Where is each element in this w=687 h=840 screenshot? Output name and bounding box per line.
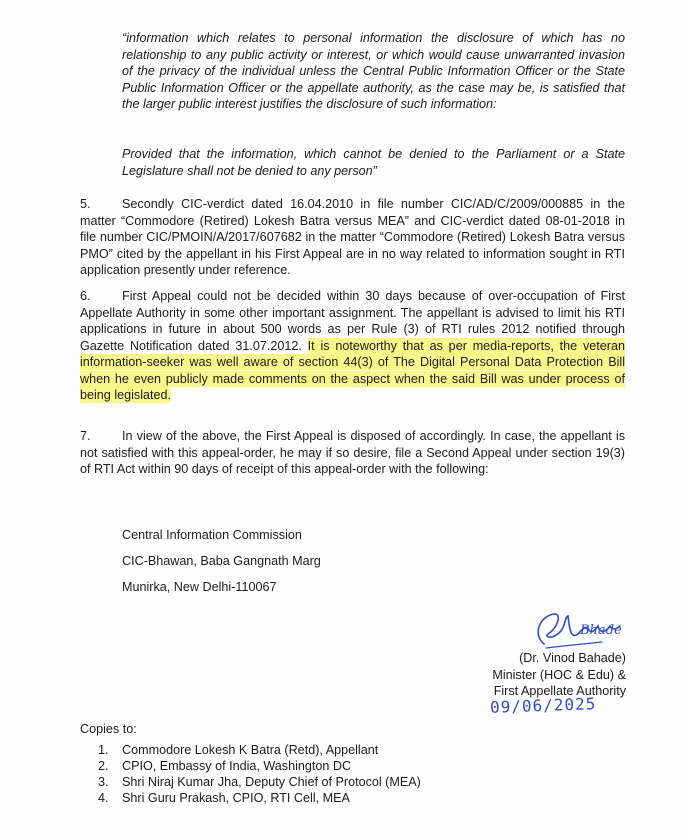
signatory-title-1: Minister (HOC & Edu) & — [492, 667, 626, 682]
list-item: 1. Commodore Lokesh K Batra (Retd), Appellant — [98, 743, 379, 757]
list-item: 3. Shri Niraj Kumar Jha, Deputy Chief of Protocol (MEA) — [98, 775, 421, 789]
paragraph-7 — [80, 428, 625, 478]
address-line-1: Central Information Commission — [122, 528, 302, 542]
signatory-name: (Dr. Vinod Bahade) — [519, 651, 626, 665]
paragraph-number: 6. — [80, 289, 91, 303]
list-item: 4. Shri Guru Prakash, CPIO, RTI Cell, MEA — [98, 791, 350, 805]
quoted-section-text: “information which relates to personal information the disclosure of which has no relationship to any public activity or interest, or which would cause unwarranted invasion of the privacy of the individual unless the Central Public Information Officer or the State Public Information Officer or the appellate authority, as the case may be, is satisfied that the larger public interest justifies the disclosure of such information: — [122, 31, 625, 111]
svg-text:Bhade: Bhade — [580, 623, 622, 638]
address-line-3: Munirka, New Delhi-110067 — [122, 580, 277, 594]
copies-heading: Copies to: — [80, 722, 137, 736]
list-item: 2. CPIO, Embassy of India, Washington DC — [98, 759, 352, 773]
handwritten-signature — [522, 604, 622, 652]
paragraph-text: Secondly CIC-verdict dated 16.04.2010 in file number CIC/AD/C/2009/000885 in the matter “Commodore (Retired) Lokesh Batra versus MEA” and CIC-verdict dated 08-01-2018 in file number CIC/PMOIN/A/2017/607682 in the matter “Commodore (Retired) Lokesh Batra versus PMO” cited by the appellant in his First Appeal are in no way related to information sought in RTI application presently under reference. — [80, 197, 625, 277]
proviso-text: Provided that the information, which cannot be denied to the Parliament or a State Legislature shall not be denied to any person” — [122, 147, 625, 178]
highlighted-text: It is noteworthy that as per media-reports, the veteran information-seeker was well aware of section 44(3) of The Digital Personal Data Protection Bill when he even publicly made comments on the aspect when the said Bill was under process of being legislated. — [80, 338, 625, 402]
paragraph-text: First Appeal could not be decided within 30 days because of over-occupation of First Appellate Authority in some other important assignment. The appellant is advised to limit his RTI applications in future in about 500 words as per Rule (3) of RTI rules 2012 notified through Gazette Notification dated 31.07.2012. — [80, 289, 625, 353]
paragraph-6 — [80, 288, 625, 404]
paragraph-number: 5. — [80, 197, 91, 211]
paragraph-5 — [80, 196, 625, 279]
copies-list — [98, 742, 421, 806]
address-line-2: CIC-Bhawan, Baba Gangnath Marg — [122, 554, 321, 568]
paragraph-text: In view of the above, the First Appeal is disposed of accordingly. In case, the appellant is not satisfied with this appeal-order, he may if so desire, file a Second Appeal under section 19(3) of RTI Act within 90 days of receipt of this appeal-order with the following: — [80, 429, 625, 476]
signature-block — [476, 650, 626, 700]
paragraph-number: 7. — [80, 429, 91, 443]
signatory-title-2: First Appellate Authority — [493, 684, 626, 698]
handwritten-date: 09/06/2025 — [489, 694, 597, 717]
